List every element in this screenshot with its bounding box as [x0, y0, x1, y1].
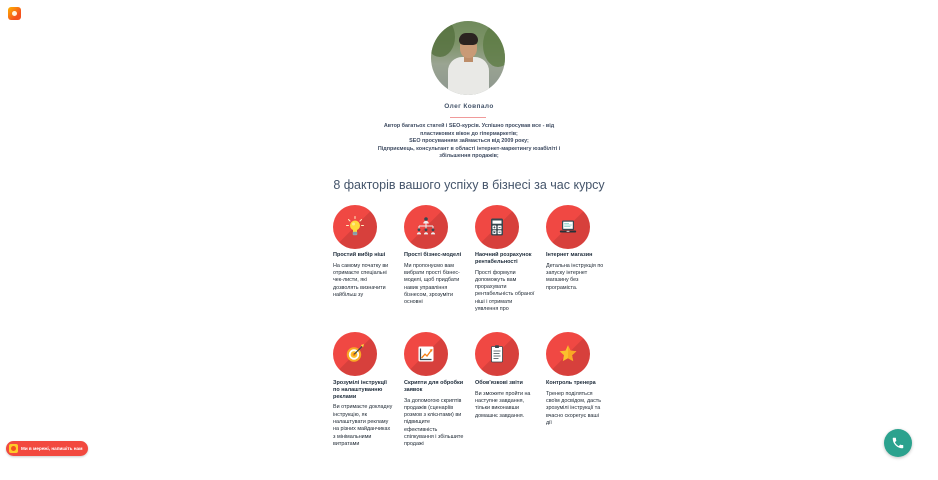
- feature-description: Ви зможете пройти на наступне завдання, тільки виконавши домашнє завдання.: [475, 390, 531, 419]
- feature-title: Прості бізнес-моделі: [404, 252, 462, 258]
- laptop-icon: [546, 205, 590, 249]
- feature-description: Тренер поділяться своїм досвідом, дасть зрозумілі інструкції та вчасно скорегує ваші дії: [546, 390, 602, 426]
- feature-title: Обов'язкові звіти: [475, 380, 523, 386]
- feature-card: [333, 332, 393, 448]
- feature-description: На самому початку ви отримаєте спеціальні чек-листи, які дозволять визначити найбільш зу: [333, 262, 389, 298]
- name-underline: [450, 117, 486, 118]
- bio-line: пластикових вікон до гіпермаркетів;: [420, 130, 518, 137]
- feature-title: Скрипти для обробки заявок: [404, 380, 464, 393]
- status-widget-icon: [9, 444, 18, 453]
- feature-title: Інтернет магазин: [546, 252, 593, 258]
- online-status-widget[interactable]: [6, 441, 88, 456]
- calculator-icon: [475, 205, 519, 249]
- feature-description: Прості формули допоможуть вам прорахувати рентабельність обраної ніші і отримати уявлення про: [475, 269, 535, 313]
- bio-line: SEO просуванням займається від 2009 року;: [409, 138, 529, 145]
- feature-card: [475, 332, 535, 420]
- feature-description: Ми пропонуємо вам вибрати прості бізнес-моделі, щоб придбати навик управління бізнесом, зрозуміти основні: [404, 262, 460, 306]
- call-button[interactable]: [884, 429, 912, 457]
- bio-line: Автор багатьох статей і SEO-курсів. Успішно просував все - від: [383, 123, 555, 129]
- feature-card: [333, 205, 393, 299]
- feature-card: [475, 205, 535, 313]
- status-widget-label: Ми в мережі, напишіть нам: [21, 446, 83, 451]
- profile-bio: [339, 123, 599, 161]
- feature-title: Контроль тренера: [546, 380, 596, 386]
- feature-description: За допомогою скриптів продажів (сценаріїв розмов з клієнтами) ви підвищите ефективність спілкування і збільшите продажі: [404, 397, 464, 448]
- feature-description: Ви отримаєте докладну інструкцію, як налаштувати рекламу на різних майданчиках з мінімальними витратами: [333, 404, 393, 447]
- feature-title: Зрозумілі інструкції по налаштуванню реклами: [333, 380, 387, 400]
- target-icon: [333, 332, 377, 376]
- org-chart-icon: [404, 205, 448, 249]
- bio-line: збільшення продажів;: [439, 153, 499, 160]
- section-heading: 8 факторів вашого успіху в бізнесі за час курсу: [333, 178, 605, 193]
- feature-title: Наочний розрахунок рентабельності: [475, 252, 532, 265]
- feature-title: Простий вибір ніші: [333, 252, 386, 258]
- profile-name: Олег Ковпало: [444, 103, 494, 110]
- lightbulb-icon: [333, 205, 377, 249]
- avatar: [431, 21, 505, 95]
- feature-card: [546, 332, 606, 427]
- feature-card: [404, 205, 464, 307]
- feature-description: Детальна інструкція по запуску інтернет магазину без програміста.: [546, 262, 604, 291]
- bio-line: Підприємець, консультант в області інтернет-маркетингу юзабіліті і: [377, 145, 561, 152]
- star-icon: [546, 332, 590, 376]
- clipboard-icon: [475, 332, 519, 376]
- site-logo-badge: [8, 7, 21, 20]
- chart-up-icon: [404, 332, 448, 376]
- feature-card: [546, 205, 606, 292]
- phone-icon: [891, 436, 905, 450]
- feature-card: [404, 332, 464, 449]
